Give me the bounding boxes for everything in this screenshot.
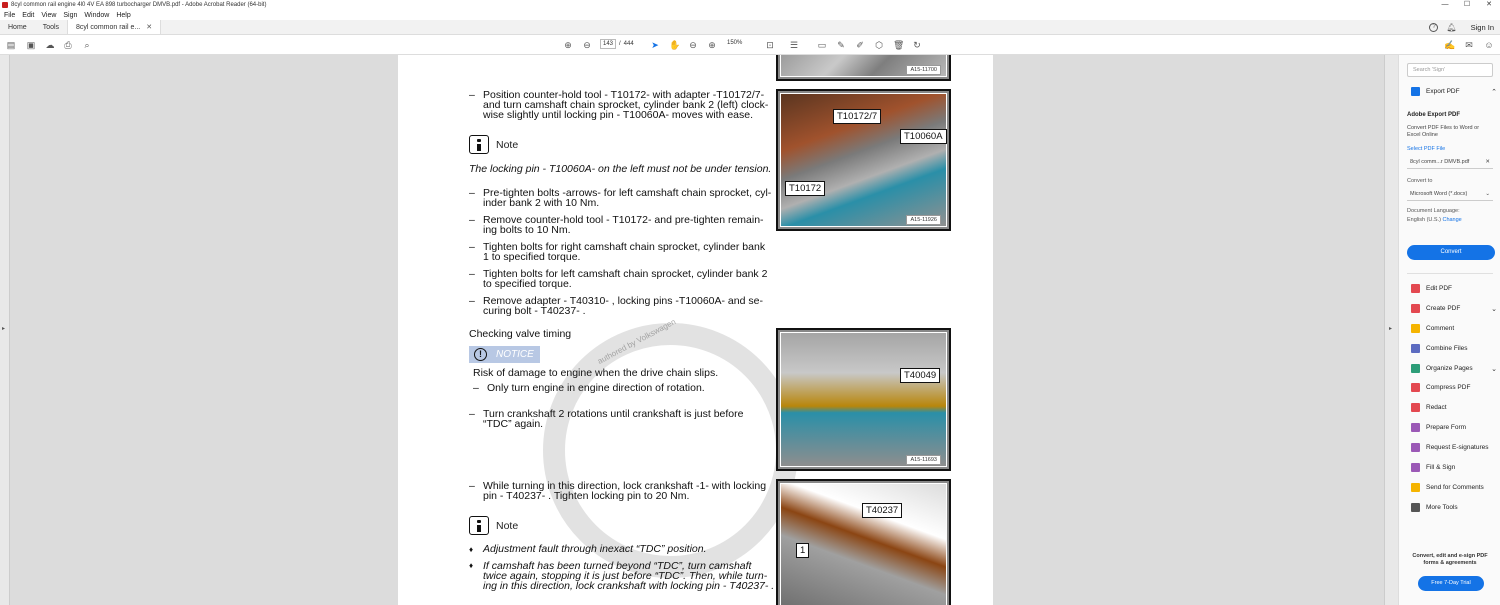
promo-text: Convert, edit and e-sign PDF forms & agreements	[1412, 553, 1488, 566]
note-label: Note	[496, 519, 519, 532]
figure-code: A15-11926	[906, 215, 941, 225]
hand-tool-icon[interactable]: ✋	[669, 40, 681, 50]
tool-label: T10060A	[900, 129, 947, 144]
step-line: Remove adapter - T40310- , locking pins -T10060A- and se-	[483, 295, 763, 307]
select-pdf-file-link[interactable]: Select PDF File	[1407, 146, 1446, 152]
prepare-form-icon	[1411, 423, 1420, 432]
tool-label: T10172	[785, 181, 825, 196]
free-trial-button[interactable]: Free 7-Day Trial	[1418, 576, 1484, 591]
create-pdf-icon	[1411, 304, 1420, 313]
chevron-down-icon[interactable]: ⌄	[1491, 305, 1497, 313]
tool-label: Fill & Sign	[1426, 464, 1456, 471]
selected-file-name: 8cyl comm...r DMVB.pdf	[1410, 159, 1470, 165]
step-line: Turn crankshaft 2 rotations until crankshaft is just before	[483, 408, 744, 420]
tab-document[interactable]	[67, 20, 161, 34]
highlight-pen-icon[interactable]: ✎	[837, 40, 845, 50]
create-icon[interactable]: ▤	[6, 40, 16, 50]
step-dash: –	[469, 214, 475, 226]
upload-cloud-icon[interactable]: ☁	[45, 40, 55, 50]
menu-help[interactable]: Help	[116, 11, 131, 19]
tool-prepare-form[interactable]	[1411, 423, 1497, 432]
step-line: to specified torque.	[483, 278, 572, 290]
step-line: Tighten bolts for right camshaft chain sprocket, cylinder bank	[483, 241, 766, 253]
right-pane-toggle[interactable]	[1384, 55, 1398, 605]
page-number-input[interactable]: 143	[600, 39, 616, 49]
step-line: “TDC” again.	[483, 418, 544, 430]
tool-label: Edit PDF	[1426, 285, 1453, 292]
compress-pdf-icon	[1411, 383, 1420, 392]
convert-format-value: Microsoft Word (*.docx)	[1410, 191, 1468, 197]
expand-left-icon: ▸	[2, 326, 6, 332]
send-for-comments-icon	[1411, 483, 1420, 492]
tab-bar	[0, 20, 1500, 35]
figure-a15-11926	[776, 89, 951, 231]
next-page-icon[interactable]: ⊖	[583, 40, 591, 50]
step-line: Tighten bolts for left camshaft chain sprocket, cylinder bank 2	[483, 268, 768, 280]
menu-view[interactable]: View	[41, 11, 57, 19]
warning-icon: !	[474, 348, 487, 361]
step-dash: –	[469, 187, 475, 199]
convert-format-select[interactable]	[1407, 188, 1493, 201]
menu-bar	[0, 10, 1500, 20]
search-icon[interactable]: ⌕	[84, 40, 90, 50]
tool-label: T40049	[900, 368, 940, 383]
maximize-button[interactable]: ☐	[1463, 1, 1471, 8]
tool-request-esignatures[interactable]	[1411, 443, 1497, 452]
menu-window[interactable]: Window	[84, 11, 110, 19]
figure-a15-11700	[776, 55, 951, 81]
remove-file-icon[interactable]: ✕	[1485, 159, 1490, 165]
share-user-icon[interactable]: ☺	[1484, 40, 1494, 50]
delete-icon[interactable]: 🗑︎	[893, 40, 905, 50]
stamp-icon[interactable]: ⬡	[875, 40, 883, 50]
tool-label: Organize Pages	[1426, 365, 1473, 372]
comment-icon[interactable]: ▭	[817, 40, 827, 50]
adobe-export-title: Adobe Export PDF	[1407, 112, 1461, 118]
adobe-export-description: Convert PDF Files to Word or Excel Online	[1407, 125, 1480, 138]
step-line: curing bolt - T40237- .	[483, 305, 586, 317]
change-language-link[interactable]: Change	[1442, 217, 1462, 223]
bullet-diamond-icon: ♦	[469, 545, 474, 554]
step-line: 1 to specified torque.	[483, 251, 581, 263]
step-dash: –	[469, 295, 475, 307]
panel-divider	[1407, 273, 1493, 274]
previous-page-icon[interactable]: ⊕	[564, 40, 572, 50]
help-icon[interactable]: ?	[1429, 23, 1438, 32]
tools-search-input[interactable]: Search 'Sign'	[1407, 63, 1493, 77]
tab-document-label: 8cyl common rail e...	[76, 23, 141, 31]
page-separator: /	[619, 41, 621, 47]
sign-in-button[interactable]: Sign In	[1470, 22, 1494, 32]
document-language-label: Document Language:	[1407, 208, 1460, 214]
rotate-icon[interactable]: ↻	[913, 40, 921, 50]
figure-code: A15-11693	[906, 455, 941, 465]
note-block	[469, 135, 518, 154]
notice-banner	[469, 346, 540, 363]
zoom-out-icon[interactable]: ⊖	[689, 40, 697, 50]
step-line: Remove counter-hold tool - T10172- and pre-tighten remain-	[483, 214, 764, 226]
tool-label: Compress PDF	[1426, 384, 1471, 391]
tool-label: Comment	[1426, 325, 1455, 332]
right-tools-panel	[1398, 55, 1500, 605]
section-heading: Checking valve timing	[469, 328, 572, 340]
step-line: While turning in this direction, lock crankshaft -1- with locking	[483, 480, 767, 492]
edit-pdf-icon	[1411, 284, 1420, 293]
menu-file[interactable]: File	[4, 11, 16, 19]
tool-label: 1	[796, 543, 809, 558]
pdf-page	[398, 55, 993, 605]
menu-edit[interactable]: Edit	[22, 11, 35, 19]
notifications-bell-icon[interactable]: 🔔︎	[1446, 22, 1457, 32]
notice-label: NOTICE	[496, 349, 534, 360]
step-line: pin - T40237- . Tighten locking pin to 20 Nm.	[483, 490, 690, 502]
draw-icon[interactable]: ✐	[856, 40, 864, 50]
step-dash: –	[469, 241, 475, 253]
more-tools-icon	[1411, 503, 1420, 512]
zoom-level[interactable]: 150%	[727, 40, 743, 46]
bullet-line: If camshaft has been turned beyond “TDC”, turn camshaft	[483, 560, 752, 572]
print-icon[interactable]: ⎙	[64, 40, 72, 50]
fill-sign-tool-icon	[1411, 463, 1420, 472]
redact-icon	[1411, 403, 1420, 412]
tool-label: More Tools	[1426, 504, 1458, 511]
tool-label: T40237	[862, 503, 902, 518]
title-bar	[0, 0, 1500, 10]
notice-sub-dash: –	[473, 382, 479, 394]
bullet-line: Adjustment fault through inexact “TDC” position.	[483, 543, 707, 555]
tool-organize-pages[interactable]	[1411, 364, 1497, 373]
chevron-down-icon: ⌄	[1485, 191, 1490, 197]
tool-label: Send for Comments	[1426, 484, 1484, 491]
export-pdf-icon	[1411, 87, 1420, 96]
tool-combine-files[interactable]	[1411, 344, 1497, 353]
step-line: ing bolts to 10 Nm.	[483, 224, 571, 236]
figure-t40237	[776, 479, 951, 605]
close-tab-icon[interactable]: ✕	[146, 24, 153, 31]
export-pdf-label: Export PDF	[1426, 88, 1460, 95]
tool-label: Redact	[1426, 404, 1447, 411]
tab-home[interactable]: Home	[8, 23, 27, 31]
convert-to-label: Convert to	[1407, 178, 1433, 184]
left-pane-toggle[interactable]	[0, 55, 10, 605]
step-dash: –	[469, 89, 475, 101]
tool-redact[interactable]	[1411, 403, 1497, 412]
tool-label: Prepare Form	[1426, 424, 1467, 431]
step-line: and turn camshaft chain sprocket, cylinder bank 2 (left) clock-	[483, 99, 769, 111]
tool-fill-sign[interactable]	[1411, 463, 1497, 472]
comment-tool-icon	[1411, 324, 1420, 333]
acrobat-app-icon	[2, 2, 8, 8]
note-info-icon	[469, 516, 489, 535]
step-line: wise slightly until locking pin - T10060A- moves with ease.	[483, 109, 754, 121]
collapse-chevron-icon[interactable]: ⌃	[1491, 88, 1497, 96]
total-pages: 444	[623, 41, 634, 47]
zoom-in-icon[interactable]: ⊕	[708, 40, 716, 50]
tool-label: Combine Files	[1426, 345, 1468, 352]
notice-sub-text: Only turn engine in engine direction of rotation.	[487, 382, 705, 394]
scrolling-mode-icon[interactable]: ☰	[789, 40, 799, 50]
note-label: Note	[496, 138, 519, 151]
tool-label: T10172/7	[833, 109, 881, 124]
select-cursor-icon[interactable]: ➤	[651, 40, 659, 50]
convert-button[interactable]: Convert	[1407, 245, 1495, 260]
main-toolbar	[0, 35, 1500, 55]
language-row	[1407, 217, 1462, 223]
page-fit-icon[interactable]: ⊡	[766, 40, 774, 50]
step-line: inder bank 2 with 10 Nm.	[483, 197, 600, 209]
watermark-text: authored by Volkswagen	[595, 317, 678, 366]
organize-pages-icon	[1411, 364, 1420, 373]
language-value: English (U.S.)	[1407, 217, 1441, 223]
step-dash: –	[469, 480, 475, 492]
email-icon[interactable]: ✉	[1465, 40, 1473, 50]
menu-sign[interactable]: Sign	[63, 11, 78, 19]
tool-label: Request E-signatures	[1426, 444, 1489, 451]
tool-edit-pdf[interactable]	[1411, 284, 1497, 293]
volkswagen-watermark	[543, 323, 798, 578]
bullet-diamond-icon: ♦	[469, 561, 474, 570]
step-dash: –	[469, 268, 475, 280]
step-dash: –	[469, 408, 475, 420]
tool-comment[interactable]	[1411, 324, 1497, 333]
save-icon[interactable]: ▣	[26, 40, 36, 50]
note-text: The locking pin - T10060A- on the left must not be under tension.	[469, 163, 772, 175]
combine-files-icon	[1411, 344, 1420, 353]
fill-sign-icon[interactable]: ✍	[1444, 40, 1456, 50]
chevron-down-icon[interactable]: ⌄	[1491, 365, 1497, 373]
tool-more-tools[interactable]	[1411, 503, 1497, 512]
figure-a15-11693	[776, 328, 951, 471]
request-esignatures-icon	[1411, 443, 1420, 452]
bullet-line: ing in this direction, lock crankshaft with locking pin - T40237- .	[483, 580, 775, 592]
step-line: Pre-tighten bolts -arrows- for left camshaft chain sprocket, cyl-	[483, 187, 772, 199]
tool-compress-pdf[interactable]	[1411, 383, 1497, 392]
export-pdf-header[interactable]	[1411, 87, 1497, 96]
tool-label: Create PDF	[1426, 305, 1461, 312]
tool-create-pdf[interactable]	[1411, 304, 1497, 313]
notice-text: Risk of damage to engine when the drive chain slips.	[473, 367, 719, 379]
window-title: 8cyl common rail engine 4l0 4V EA 898 turbocharger DMVB.pdf - Adobe Acrobat Reader (64-bit)	[11, 2, 267, 8]
document-viewer[interactable]	[0, 55, 1398, 605]
step-line: Position counter-hold tool - T10172- with adapter -T10172/7-	[483, 89, 765, 101]
window-controls	[1434, 0, 1500, 10]
page-navigator	[600, 39, 634, 49]
minimize-button[interactable]: —	[1441, 1, 1449, 8]
bullet-line: twice again, stopping it is just before “TDC”. Then, while turn-	[483, 570, 768, 582]
note-info-icon	[469, 135, 489, 154]
figure-code: A15-11700	[906, 65, 941, 75]
note-block	[469, 516, 518, 535]
tool-send-for-comments[interactable]	[1411, 483, 1497, 492]
tab-tools[interactable]: Tools	[42, 23, 60, 31]
close-window-button[interactable]: ✕	[1486, 1, 1492, 8]
collapse-right-icon: ▸	[1389, 326, 1393, 332]
selected-file-field[interactable]	[1407, 156, 1493, 169]
